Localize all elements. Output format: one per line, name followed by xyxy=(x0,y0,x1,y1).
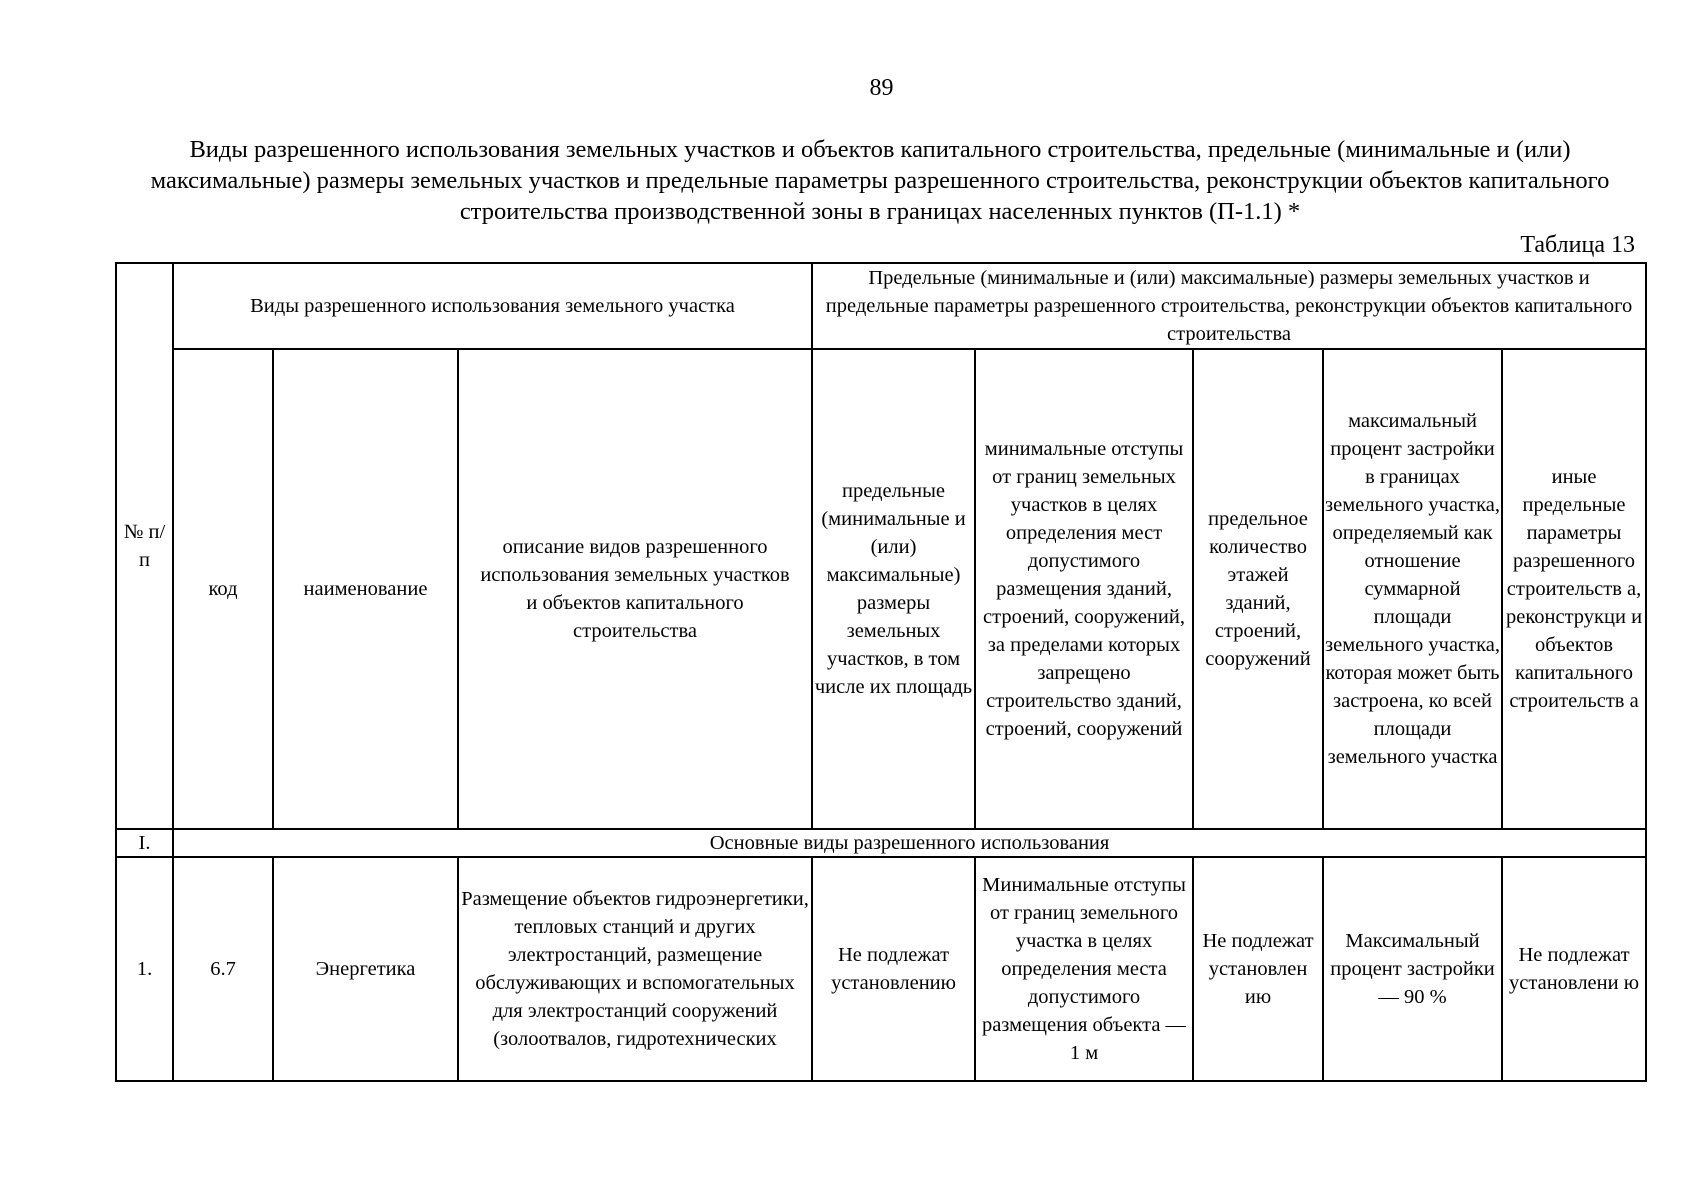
header-group-params: Предельные (минимальные и (или) максимальные) размеры земельных участков и предельные параметры разрешенного строительства, реконструкции объектов капитального строительства xyxy=(812,263,1646,349)
cell-code: 6.7 xyxy=(173,857,273,1081)
section-title: Основные виды разрешенного использования xyxy=(173,829,1646,857)
table-label: Таблица 13 xyxy=(1520,232,1635,258)
cell-plot-size: Не подлежат установлению xyxy=(812,857,975,1081)
header-description: описание видов разрешенного использования земельных участков и объектов капитального строительства xyxy=(458,349,812,829)
page-number: 89 xyxy=(869,75,894,101)
cell-coverage: Максимальный процент застройки — 90 % xyxy=(1323,857,1502,1081)
land-use-table xyxy=(115,262,1647,1082)
header-group-uses: Виды разрешенного использования земельного участка xyxy=(173,263,812,349)
table-row xyxy=(116,857,1646,1081)
header-coverage: максимальный процент застройки в границах земельного участка, определяемый как отношение суммарной площади земельного участка, которая может быть застроена, ко всей площади земельного участка xyxy=(1323,349,1502,829)
cell-other: Не подлежат установлени ю xyxy=(1502,857,1646,1081)
header-plot-size: предельные (минимальные и (или) максимальные) размеры земельных участков, в том числе их площадь xyxy=(812,349,975,829)
header-name: наименование xyxy=(273,349,458,829)
header-floors: предельное количество этажей зданий, строений, сооружений xyxy=(1193,349,1323,829)
document-title: Виды разрешенного использования земельных участков и объектов капитального строительства, предельные (минимальные и (или) максимальные) размеры земельных участков и предельные параметры разрешенного строительства, реконструкции объектов капитального строительства производственной зоны в границах населенных пунктов (П-1.1) * xyxy=(150,136,1610,225)
header-setbacks: минимальные отступы от границ земельных участков в целях определения мест допустимого размещения зданий, строений, сооружений, за пределами которых запрещено строительство зданий, строений, сооружений xyxy=(975,349,1193,829)
section-number: I. xyxy=(116,829,173,857)
cell-description: Размещение объектов гидроэнергетики, тепловых станций и других электростанций, размещение обслуживающих и вспомогательных для электростанций сооружений (золоотвалов, гидротехнических xyxy=(458,857,812,1081)
header-code: код xyxy=(173,349,273,829)
cell-floors: Не подлежат установлен ию xyxy=(1193,857,1323,1081)
cell-num: 1. xyxy=(116,857,173,1081)
header-row-columns xyxy=(116,349,1646,829)
cell-name: Энергетика xyxy=(273,857,458,1081)
header-num: № п/п xyxy=(116,263,173,829)
cell-setbacks: Минимальные отступы от границ земельного участка в целях определения места допустимого размещения объекта — 1 м xyxy=(975,857,1193,1081)
header-other: иные предельные параметры разрешенного строительств а, реконструкци и объектов капитального строительств а xyxy=(1502,349,1646,829)
section-row xyxy=(116,829,1646,857)
header-row-group xyxy=(116,263,1646,349)
